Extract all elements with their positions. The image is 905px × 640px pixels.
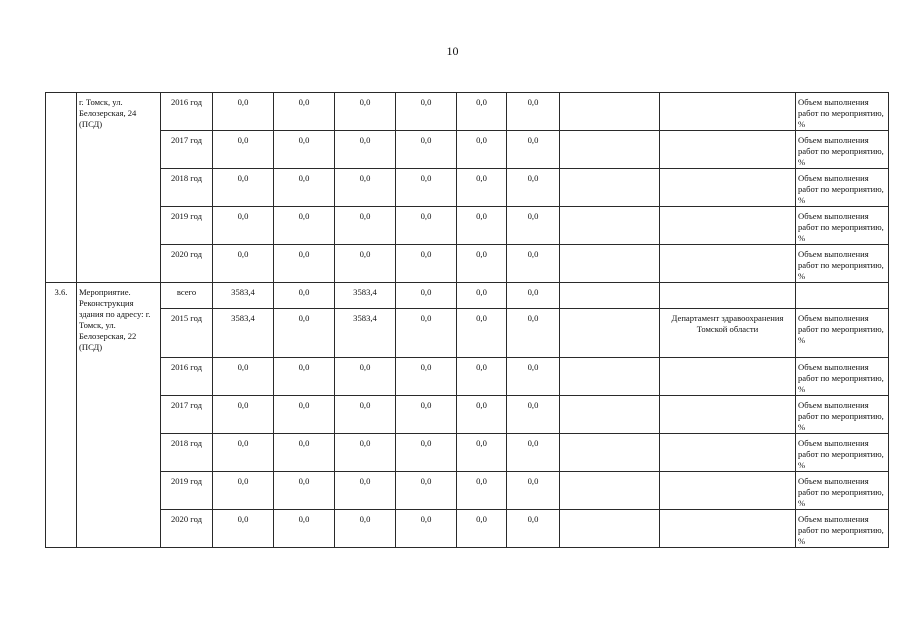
- value-cell: 0,0: [274, 169, 335, 207]
- value-cell: 0,0: [274, 472, 335, 510]
- indicator-cell: [796, 283, 889, 309]
- indicator-cell: Объем выполнения работ по мероприятию, %: [796, 131, 889, 169]
- value-cell: 0,0: [335, 472, 396, 510]
- indicator-cell: Объем выполнения работ по мероприятию, %: [796, 169, 889, 207]
- empty-cell: [560, 131, 660, 169]
- item-name-cell: г. Томск, ул. Белозерская, 24 (ПСД): [77, 93, 161, 283]
- value-cell: 0,0: [396, 358, 457, 396]
- indicator-cell: Объем выполнения работ по мероприятию, %: [796, 510, 889, 548]
- value-cell: 0,0: [457, 245, 507, 283]
- program-table: [45, 92, 889, 548]
- value-cell: 0,0: [507, 245, 560, 283]
- year-cell: 2016 год: [161, 358, 213, 396]
- year-cell: 2017 год: [161, 396, 213, 434]
- value-cell: 0,0: [213, 93, 274, 131]
- value-cell: 0,0: [335, 131, 396, 169]
- value-cell: 0,0: [274, 396, 335, 434]
- value-cell: 0,0: [396, 93, 457, 131]
- table-row: [46, 245, 889, 283]
- value-cell: 0,0: [335, 434, 396, 472]
- value-cell: 0,0: [396, 472, 457, 510]
- executor-cell: [660, 207, 796, 245]
- empty-cell: [560, 93, 660, 131]
- indicator-cell: Объем выполнения работ по мероприятию, %: [796, 245, 889, 283]
- value-cell: 0,0: [213, 472, 274, 510]
- year-cell: 2019 год: [161, 472, 213, 510]
- value-cell: 0,0: [457, 358, 507, 396]
- executor-cell: [660, 434, 796, 472]
- page-number: 10: [446, 44, 459, 58]
- value-cell: 0,0: [213, 510, 274, 548]
- value-cell: 0,0: [213, 131, 274, 169]
- value-cell: 0,0: [507, 510, 560, 548]
- value-cell: 0,0: [274, 207, 335, 245]
- year-cell: 2020 год: [161, 245, 213, 283]
- empty-cell: [560, 358, 660, 396]
- value-cell: 0,0: [335, 510, 396, 548]
- value-cell: 3583,4: [213, 283, 274, 309]
- empty-cell: [560, 283, 660, 309]
- value-cell: 3583,4: [335, 309, 396, 358]
- value-cell: 0,0: [457, 169, 507, 207]
- value-cell: 0,0: [335, 93, 396, 131]
- value-cell: 0,0: [457, 396, 507, 434]
- year-cell: 2019 год: [161, 207, 213, 245]
- table-row: [46, 131, 889, 169]
- empty-cell: [560, 396, 660, 434]
- indicator-cell: Объем выполнения работ по мероприятию, %: [796, 434, 889, 472]
- value-cell: 0,0: [396, 283, 457, 309]
- value-cell: 0,0: [507, 131, 560, 169]
- value-cell: 0,0: [213, 207, 274, 245]
- value-cell: 0,0: [457, 434, 507, 472]
- year-cell: 2020 год: [161, 510, 213, 548]
- value-cell: 0,0: [396, 131, 457, 169]
- table-row: [46, 207, 889, 245]
- value-cell: 0,0: [274, 131, 335, 169]
- table-row: [46, 93, 889, 131]
- year-cell: 2016 год: [161, 93, 213, 131]
- value-cell: 0,0: [213, 358, 274, 396]
- value-cell: 0,0: [457, 309, 507, 358]
- value-cell: 0,0: [507, 396, 560, 434]
- item-number-cell: [46, 93, 77, 283]
- value-cell: 0,0: [335, 169, 396, 207]
- executor-cell: [660, 93, 796, 131]
- table-row: [46, 396, 889, 434]
- value-cell: 0,0: [507, 283, 560, 309]
- item-number-cell: 3.6.: [46, 283, 77, 548]
- executor-cell: [660, 396, 796, 434]
- value-cell: 0,0: [457, 283, 507, 309]
- indicator-cell: Объем выполнения работ по мероприятию, %: [796, 309, 889, 358]
- value-cell: 0,0: [335, 245, 396, 283]
- empty-cell: [560, 169, 660, 207]
- indicator-cell: Объем выполнения работ по мероприятию, %: [796, 472, 889, 510]
- value-cell: 0,0: [507, 93, 560, 131]
- executor-cell: [660, 283, 796, 309]
- value-cell: 0,0: [507, 358, 560, 396]
- executor-cell: [660, 358, 796, 396]
- table-body: [46, 93, 889, 548]
- value-cell: 0,0: [507, 434, 560, 472]
- value-cell: 0,0: [396, 245, 457, 283]
- empty-cell: [560, 472, 660, 510]
- value-cell: 0,0: [457, 472, 507, 510]
- executor-cell: [660, 472, 796, 510]
- year-cell: 2018 год: [161, 434, 213, 472]
- indicator-cell: Объем выполнения работ по мероприятию, %: [796, 358, 889, 396]
- value-cell: 0,0: [274, 93, 335, 131]
- value-cell: 0,0: [274, 434, 335, 472]
- item-name-cell: Мероприятие. Реконструкция здания по адресу: г. Томск, ул. Белозерская, 22 (ПСД): [77, 283, 161, 548]
- value-cell: 3583,4: [213, 309, 274, 358]
- table-row: [46, 169, 889, 207]
- value-cell: 0,0: [507, 309, 560, 358]
- empty-cell: [560, 207, 660, 245]
- table-row: [46, 358, 889, 396]
- value-cell: 0,0: [274, 309, 335, 358]
- year-cell: 2018 год: [161, 169, 213, 207]
- value-cell: 0,0: [457, 510, 507, 548]
- empty-cell: [560, 245, 660, 283]
- table-row: [46, 434, 889, 472]
- value-cell: 0,0: [213, 245, 274, 283]
- executor-cell: [660, 510, 796, 548]
- indicator-cell: Объем выполнения работ по мероприятию, %: [796, 396, 889, 434]
- empty-cell: [560, 510, 660, 548]
- value-cell: 0,0: [396, 510, 457, 548]
- value-cell: 0,0: [274, 283, 335, 309]
- value-cell: 0,0: [213, 169, 274, 207]
- value-cell: 0,0: [396, 396, 457, 434]
- value-cell: 0,0: [274, 245, 335, 283]
- value-cell: 0,0: [396, 309, 457, 358]
- table-row: [46, 472, 889, 510]
- empty-cell: [560, 434, 660, 472]
- indicator-cell: Объем выполнения работ по мероприятию, %: [796, 207, 889, 245]
- year-cell: всего: [161, 283, 213, 309]
- value-cell: 0,0: [457, 131, 507, 169]
- value-cell: 0,0: [274, 510, 335, 548]
- value-cell: 0,0: [213, 396, 274, 434]
- value-cell: 0,0: [335, 358, 396, 396]
- value-cell: 0,0: [335, 396, 396, 434]
- value-cell: 0,0: [396, 434, 457, 472]
- executor-cell: [660, 245, 796, 283]
- year-cell: 2015 год: [161, 309, 213, 358]
- value-cell: 0,0: [213, 434, 274, 472]
- value-cell: 0,0: [457, 93, 507, 131]
- table-row: [46, 283, 889, 309]
- empty-cell: [560, 309, 660, 358]
- executor-cell: [660, 131, 796, 169]
- executor-cell: [660, 169, 796, 207]
- executor-cell: Департамент здравоохранения Томской области: [660, 309, 796, 358]
- year-cell: 2017 год: [161, 131, 213, 169]
- value-cell: 0,0: [507, 169, 560, 207]
- value-cell: 0,0: [507, 472, 560, 510]
- table-row: [46, 309, 889, 358]
- value-cell: 3583,4: [335, 283, 396, 309]
- table-row: [46, 510, 889, 548]
- value-cell: 0,0: [274, 358, 335, 396]
- value-cell: 0,0: [396, 169, 457, 207]
- value-cell: 0,0: [396, 207, 457, 245]
- value-cell: 0,0: [335, 207, 396, 245]
- indicator-cell: Объем выполнения работ по мероприятию, %: [796, 93, 889, 131]
- value-cell: 0,0: [457, 207, 507, 245]
- value-cell: 0,0: [507, 207, 560, 245]
